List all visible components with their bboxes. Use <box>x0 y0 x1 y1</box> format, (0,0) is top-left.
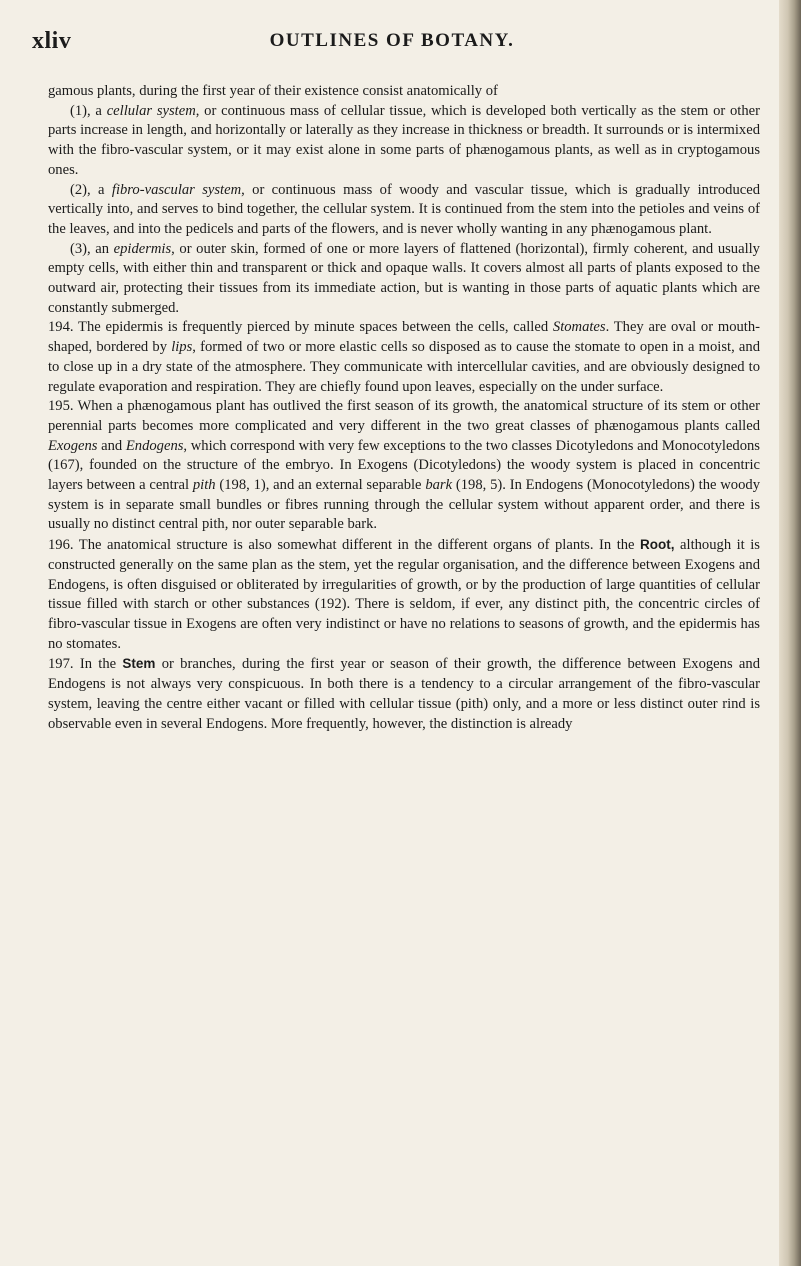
term-cellular-system: cellular system <box>106 102 196 119</box>
running-title: OUTLINES OF BOTANY. <box>269 30 515 51</box>
section-195: 195. When a phænogamous plant has outlived the first season of its growth, the anatomical structure of its stem or other perennial parts becomes more complicated and very different in the two great classes of phænogamous plants called Exogens and Endogens, which correspond with very few exceptions to the two classes Dicotyledons and Monocotyledons (167), founded on the structure of the embryo. In Exogens (Dicotyledons) the woody system is placed in concentric layers between a central pith (198, 1), and an external separable bark (198, 5). In Endogens (Monocotyledons) the woody system is in separate small bundles or fibres running through the cellular system without apparent order, and there is usually no distinct central pith, nor outer separable bark. <box>48 398 760 533</box>
paragraph-fibro-vascular-system: (2), a fibro-vascular system, or continuous mass of woody and vascular tissue, which is gradually introduced vertically into, and serves to bind together, the cellular system. It is continued from the stem into the petioles and veins of the leaves, and into the pedicels and parts of the flowers, and is never wholly wanting in any phænogamous plant. <box>48 181 760 237</box>
term-lips: lips <box>171 339 193 356</box>
page-edge-shadow <box>779 0 801 1266</box>
term-exogens: Exogens <box>48 437 98 454</box>
term-stem: Stem <box>122 656 156 672</box>
paragraph-cellular-system: (1), a cellular system, or continuous mass of cellular tissue, which is developed both vertically as the stem or other parts increase in length, and horizontally or laterally as they increase in thickness or breadth. It surrounds or is intermixed with the fibro-vascular system, or it may exist alone in some parts of phænogamous plants, as well as in cryptogamous ones. <box>48 102 760 178</box>
paragraph-epidermis: (3), an epidermis, or outer skin, formed of one or more layers of flattened (horizontal), firmly coherent, and usually empty cells, with either thin and transparent or thick and opaque walls. It covers almost all parts of plants exposed to the outward air, protecting their tissues from its immediate action, but is wanting in those parts of aquatic plants which are constantly submerged. <box>48 240 760 316</box>
section-194: 194. The epidermis is frequently pierced by minute spaces between the cells, called Stomates. They are oval or mouth-shaped, bordered by lips, formed of two or more elastic cells so disposed as to cause the stomate to open in a moist, and to close up in a dry state of the atmosphere. They communicate with intercellular cavities, and are obviously designed to regulate evaporation and respiration. They are chiefly found upon leaves, especially on the under surface. <box>48 319 760 395</box>
term-pith: pith <box>192 477 216 494</box>
term-endogens: Endogens <box>125 437 184 454</box>
term-bark: bark <box>425 477 453 494</box>
page-number: xliv <box>32 28 72 54</box>
term-root: Root, <box>640 537 675 553</box>
term-stomates: Stomates <box>552 319 606 336</box>
page-header <box>32 28 752 58</box>
section-197: 197. In the Stem or branches, during the first year or season of their growth, the difference between Exogens and Endogens is not always very conspicuous. In both there is a tendency to a circular arrangement of the fibro-vascular system, leaving the centre either vacant or filled with cellular tissue (pith) only, and a more or less distinct outer rind is observable even in several Endogens. More frequently, however, the distinction is already <box>48 656 760 732</box>
paragraph-continued: gamous plants, during the first year of their existence consist anatomically of <box>48 83 498 99</box>
section-196: 196. The anatomical structure is also somewhat different in the different organs of plants. In the Root, although it is constructed generally on the same plan as the stem, yet the regular organisation, and the difference between Exogens and Endogens, is often disguised or obliterated by irregularities of growth, or by the production of large quantities of cellular tissue filled with starch or other substances (192). There is seldom, if ever, any distinct pith, the concentric circles of fibro-vascular tissue in Exogens are often very indistinct or have no relations to seasons of growth, and the epidermis has no stomates. <box>48 537 760 652</box>
term-fibro-vascular-system: fibro-vascular system <box>111 181 242 198</box>
term-epidermis: epidermis <box>113 240 172 257</box>
body-text <box>48 82 760 734</box>
